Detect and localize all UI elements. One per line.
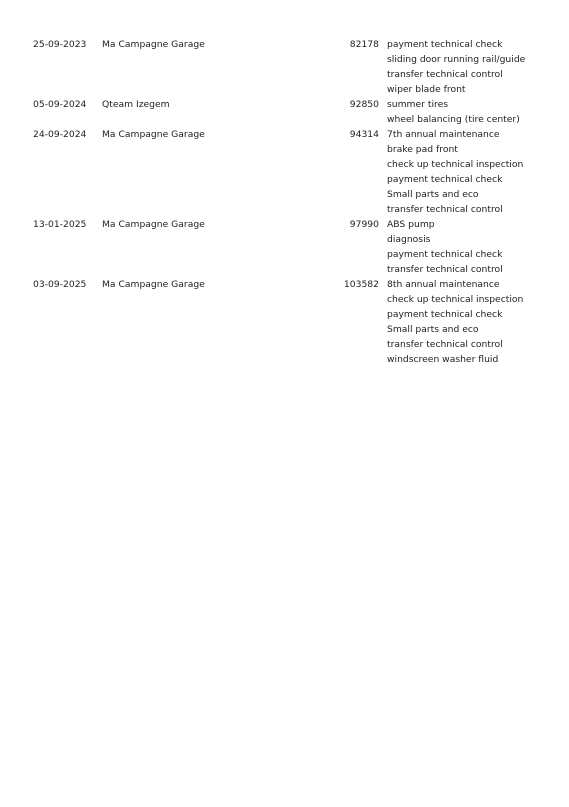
entry-date: 05-09-2024 bbox=[33, 99, 87, 110]
task-item: 7th annual maintenance bbox=[387, 129, 500, 140]
entry-mileage: 94314 bbox=[349, 129, 379, 140]
entry-garage: Ma Campagne Garage bbox=[102, 39, 205, 50]
entry-date: 13-01-2025 bbox=[33, 219, 87, 230]
task-item: check up technical inspection bbox=[387, 159, 524, 170]
task-item: ABS pump bbox=[387, 219, 435, 230]
log-entry bbox=[33, 97, 533, 127]
task-item: diagnosis bbox=[387, 234, 431, 245]
task-item: Small parts and eco bbox=[387, 324, 479, 335]
entry-mileage: 82178 bbox=[349, 39, 379, 50]
task-item: brake pad front bbox=[387, 144, 458, 155]
entry-tasks bbox=[387, 277, 523, 367]
log-entry bbox=[33, 127, 533, 217]
entry-mileage: 97990 bbox=[349, 219, 379, 230]
task-item: wiper blade front bbox=[387, 84, 466, 95]
task-item: payment technical check bbox=[387, 174, 503, 185]
task-item: transfer technical control bbox=[387, 339, 503, 350]
task-item: windscreen washer fluid bbox=[387, 354, 499, 365]
entry-date: 24-09-2024 bbox=[33, 129, 87, 140]
entry-garage: Ma Campagne Garage bbox=[102, 129, 205, 140]
task-item: transfer technical control bbox=[387, 204, 503, 215]
entry-date: 25-09-2023 bbox=[33, 39, 87, 50]
entry-mileage: 92850 bbox=[349, 99, 379, 110]
entry-tasks bbox=[387, 217, 503, 277]
entry-tasks bbox=[387, 127, 523, 217]
task-item: check up technical inspection bbox=[387, 294, 524, 305]
entry-garage: Ma Campagne Garage bbox=[102, 219, 205, 230]
task-item: payment technical check bbox=[387, 309, 503, 320]
task-item: 8th annual maintenance bbox=[387, 279, 500, 290]
task-item: Small parts and eco bbox=[387, 189, 479, 200]
task-item: payment technical check bbox=[387, 39, 503, 50]
task-item: wheel balancing (tire center) bbox=[387, 114, 520, 125]
task-item: summer tires bbox=[387, 99, 449, 110]
entry-mileage: 103582 bbox=[343, 279, 379, 290]
task-item: transfer technical control bbox=[387, 69, 503, 80]
entry-garage: Ma Campagne Garage bbox=[102, 279, 205, 290]
log-entry bbox=[33, 277, 533, 367]
entry-tasks bbox=[387, 37, 525, 97]
entry-garage: Qteam Izegem bbox=[102, 99, 170, 110]
task-item: payment technical check bbox=[387, 249, 503, 260]
entry-date: 03-09-2025 bbox=[33, 279, 87, 290]
log-entry bbox=[33, 37, 533, 97]
task-item: sliding door running rail/guide bbox=[387, 54, 526, 65]
entry-tasks bbox=[387, 97, 520, 127]
maintenance-log bbox=[33, 37, 533, 367]
log-entry bbox=[33, 217, 533, 277]
task-item: transfer technical control bbox=[387, 264, 503, 275]
